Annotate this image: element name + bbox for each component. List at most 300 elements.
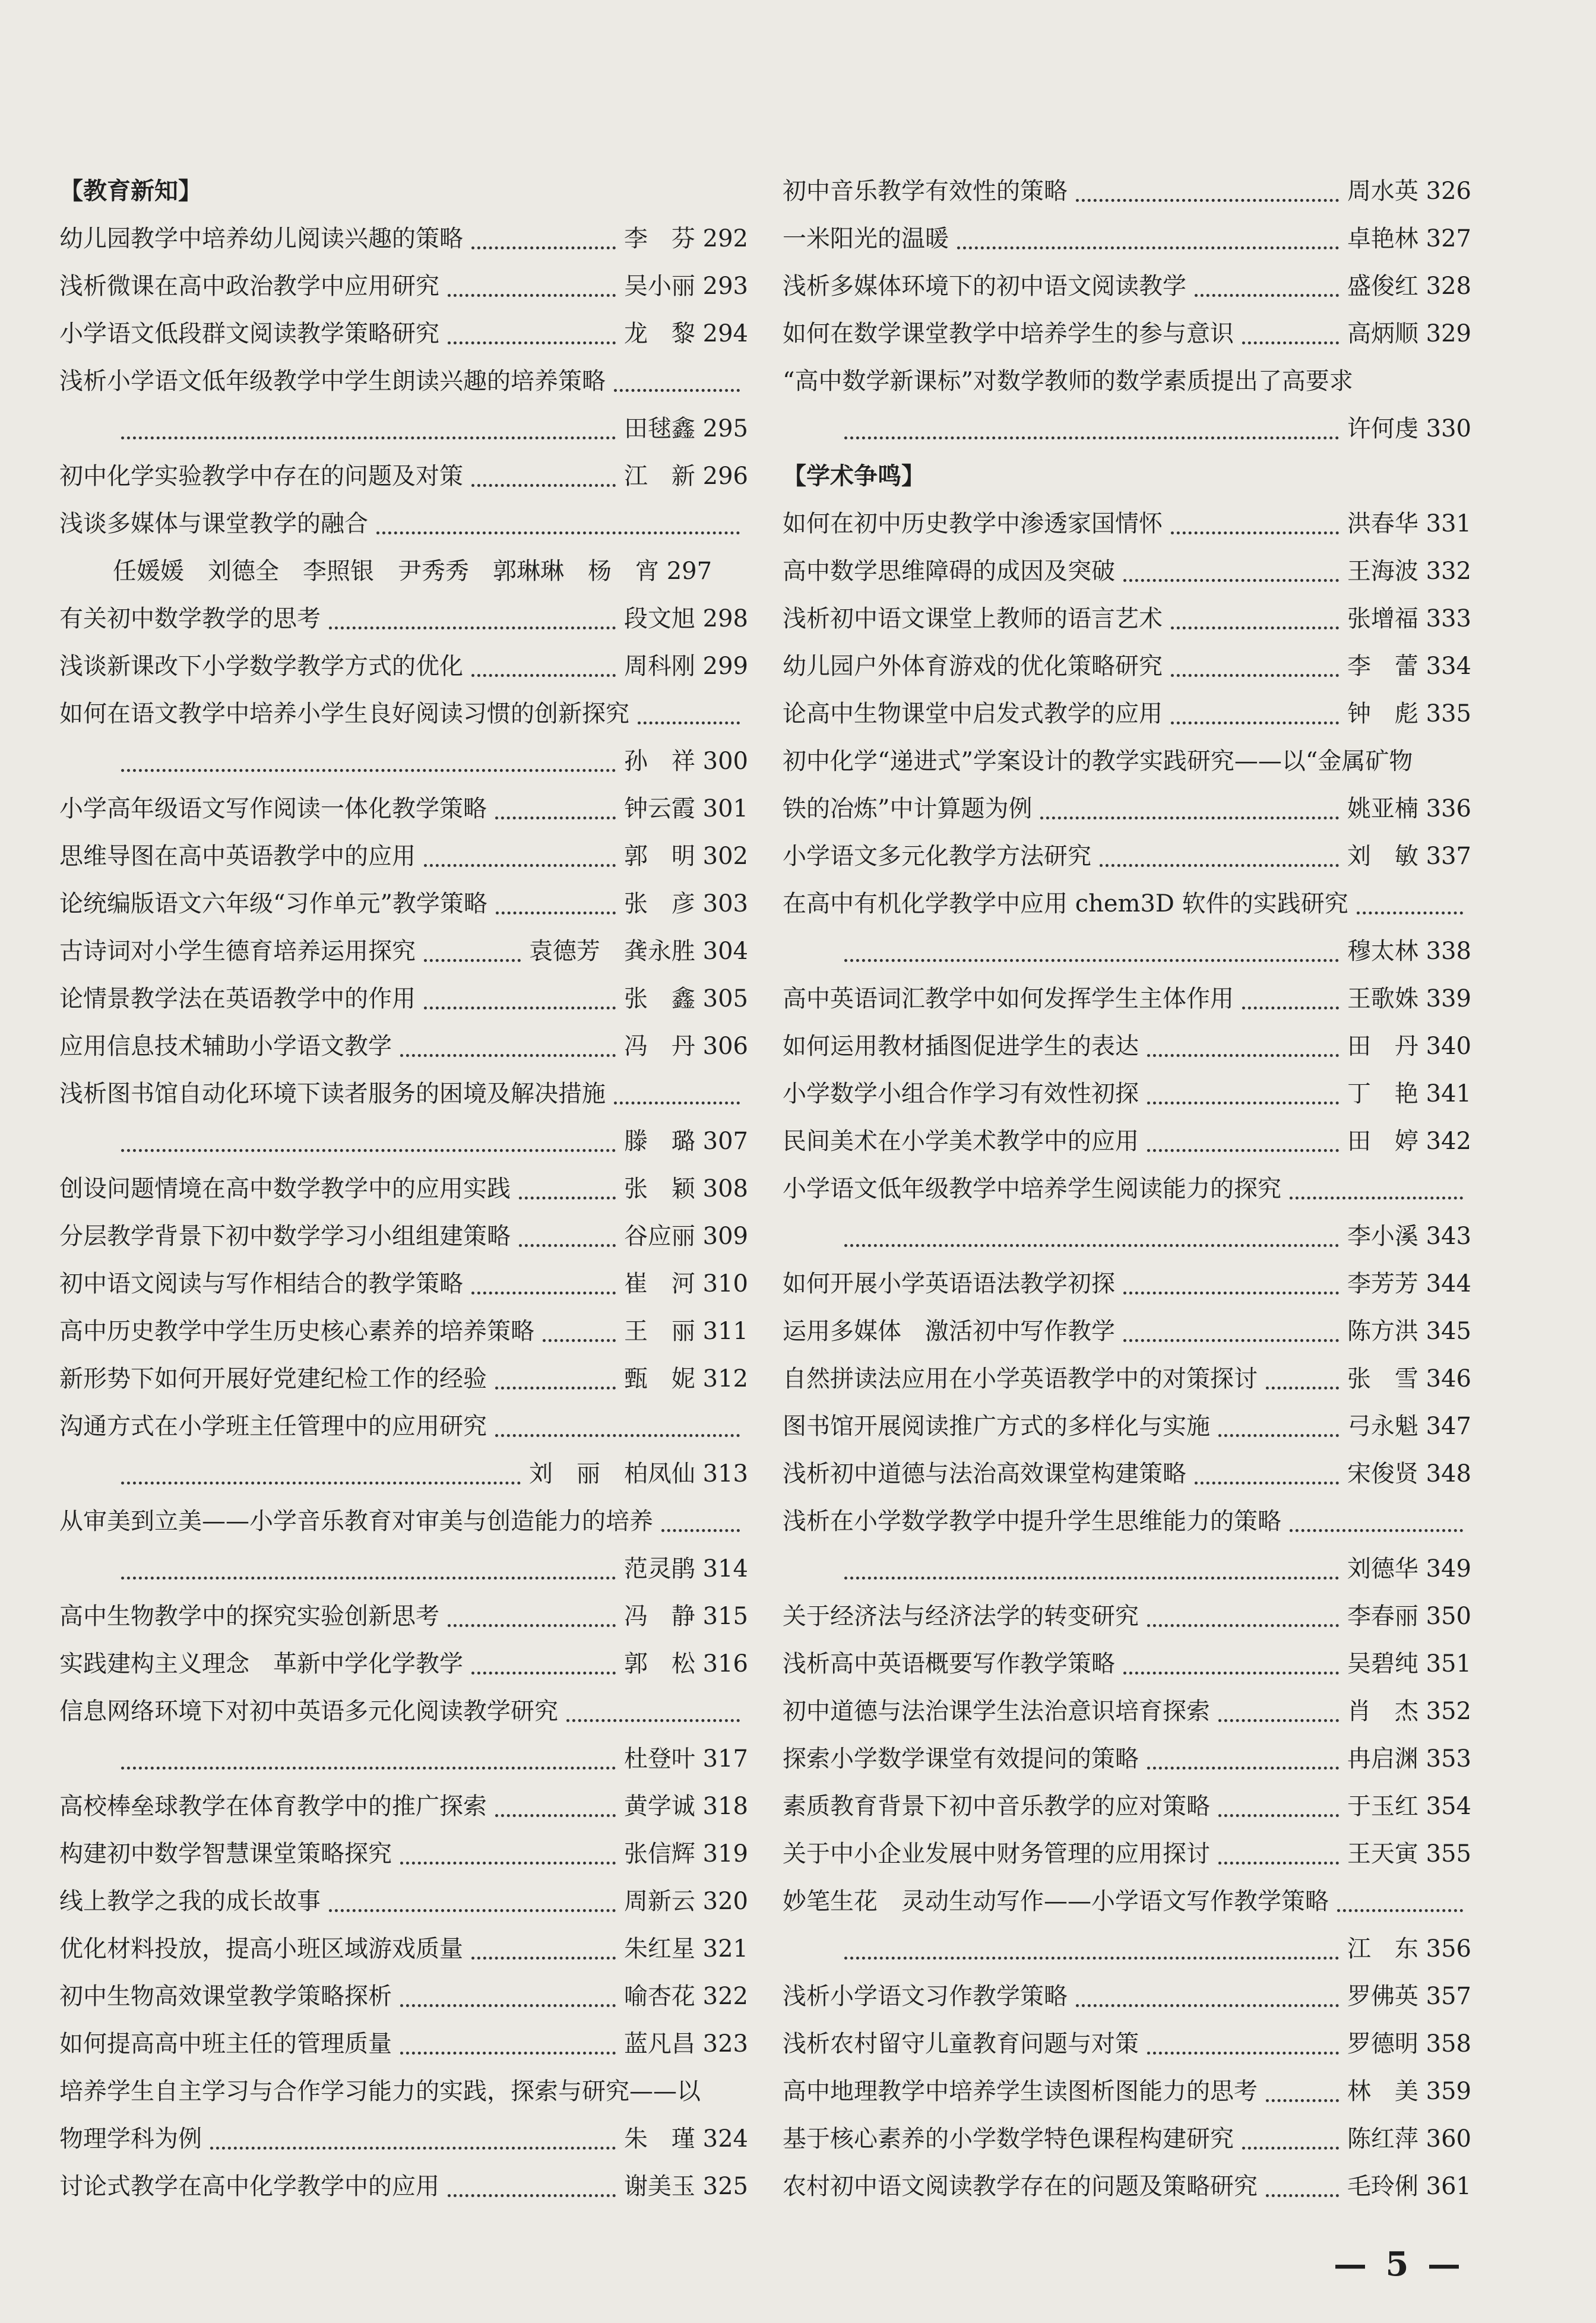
dot-leader	[957, 246, 1339, 249]
toc-entry	[783, 833, 1471, 880]
dot-leader	[400, 2052, 616, 2055]
dot-leader	[121, 436, 616, 439]
dot-leader	[844, 436, 1339, 439]
toc-entry	[59, 1023, 748, 1070]
dot-leader	[1242, 1007, 1339, 1009]
dot-leader	[844, 1957, 1339, 1960]
toc-entry	[59, 1498, 748, 1545]
toc-title: 实践建构主义理念 革新中学化学教学	[59, 1650, 463, 1678]
dot-leader	[1218, 1434, 1339, 1437]
dot-leader	[121, 1482, 521, 1485]
toc-author-page: 田毬鑫 295	[623, 415, 748, 442]
toc-title: 初中道德与法治课学生法治意识培育探索	[783, 1698, 1210, 1725]
dot-leader	[1147, 1102, 1339, 1104]
toc-entry	[59, 1878, 748, 1925]
dot-leader	[614, 1102, 740, 1104]
dot-leader	[1123, 1339, 1339, 1342]
dot-leader	[1242, 2147, 1339, 2150]
toc-title: 浅谈新课改下小学数学教学方式的优化	[59, 653, 463, 680]
toc-title: 新形势下如何开展好党建纪检工作的经验	[59, 1365, 487, 1392]
toc-author-page: 肖 杰 352	[1347, 1698, 1471, 1725]
dot-leader	[1123, 1672, 1339, 1675]
toc-entry-continuation	[59, 1118, 748, 1165]
toc-title: 图书馆开展阅读推广方式的多样化与实施	[783, 1413, 1210, 1440]
toc-entry	[59, 310, 748, 357]
toc-author-page: 于玉红 354	[1347, 1793, 1471, 1820]
toc-title: 有关初中数学教学的思考	[59, 605, 321, 632]
toc-author-page: 王歌姝 339	[1347, 985, 1471, 1012]
toc-author-page: 刘 丽 柏凤仙 313	[528, 1460, 748, 1488]
toc-entry	[783, 2163, 1471, 2210]
dot-leader	[1337, 1909, 1463, 1912]
toc-author-page: 李小溪 343	[1347, 1223, 1471, 1250]
toc-author-page: 林 美 359	[1347, 2078, 1471, 2105]
toc-entry	[59, 1783, 748, 1830]
toc-author-page: 郭 明 302	[623, 843, 748, 870]
toc-entry	[783, 1973, 1471, 2020]
toc-entry	[783, 1403, 1471, 1450]
toc-entry	[783, 167, 1471, 215]
toc-entry	[59, 1403, 748, 1450]
toc-entry-continuation	[59, 1450, 748, 1498]
toc-entry	[783, 1688, 1471, 1735]
toc-entry	[783, 785, 1471, 833]
toc-title: 浅谈多媒体与课堂教学的融合	[59, 510, 368, 537]
toc-title: 初中化学实验教学中存在的问题及对策	[59, 463, 463, 490]
dot-leader	[1357, 912, 1463, 914]
toc-author-page: 王 丽 311	[623, 1318, 748, 1345]
toc-entry	[783, 1355, 1471, 1403]
toc-entry	[783, 1640, 1471, 1688]
dot-leader	[1266, 2194, 1339, 2197]
toc-author-page: 张 彦 303	[623, 890, 748, 917]
toc-title: 如何提高高中班主任的管理质量	[59, 2030, 392, 2058]
toc-entry	[783, 1878, 1471, 1925]
toc-entry	[59, 1308, 748, 1355]
dot-leader	[1123, 579, 1339, 582]
toc-author-page: 张 鑫 305	[623, 985, 748, 1012]
toc-author-page: 吴碧纯 351	[1347, 1650, 1471, 1678]
toc-author-page: 陈红萍 360	[1347, 2125, 1471, 2153]
toc-entry	[59, 500, 748, 547]
section-heading-text: 【教育新知】	[59, 177, 202, 205]
toc-title: 高中地理教学中培养学生读图析图能力的思考	[783, 2078, 1258, 2105]
toc-author-page: 朱红星 321	[623, 1935, 748, 1963]
dot-leader	[1147, 1149, 1339, 1152]
toc-author-page: 卓艳林 327	[1347, 225, 1471, 252]
toc-title: 小学语文多元化教学方法研究	[783, 843, 1091, 870]
toc-entry	[783, 880, 1471, 928]
toc-entry	[783, 262, 1471, 310]
toc-title: 线上教学之我的成长故事	[59, 1888, 321, 1915]
toc-title: 浅析初中语文课堂上教师的语言艺术	[783, 605, 1163, 632]
toc-title: 初中化学“递进式”学案设计的教学实践研究——以“金属矿物	[783, 748, 1413, 775]
toc-entry	[59, 1640, 748, 1688]
toc-title: 应用信息技术辅助小学语文教学	[59, 1033, 392, 1060]
dot-leader	[495, 1434, 740, 1437]
toc-title: 高校棒垒球教学在体育教学中的推广探索	[59, 1793, 487, 1820]
dot-leader	[329, 626, 616, 629]
toc-entry	[783, 310, 1471, 357]
toc-entry	[783, 1118, 1471, 1165]
dot-leader	[495, 1387, 616, 1390]
toc-title: “高中数学新课标”对数学教师的数学素质提出了高要求	[783, 368, 1353, 395]
toc-author-page: 张 雪 346	[1347, 1365, 1471, 1392]
toc-title: 沟通方式在小学班主任管理中的应用研究	[59, 1413, 487, 1440]
toc-entry-continuation	[783, 1925, 1471, 1973]
toc-title: 小学高年级语文写作阅读一体化教学策略	[59, 795, 487, 822]
toc-author-page: 张 颖 308	[623, 1175, 748, 1202]
toc-title: 浅析小学语文低年级教学中学生朗读兴趣的培养策略	[59, 368, 606, 395]
dot-leader	[1147, 1054, 1339, 1057]
dot-leader	[329, 1909, 616, 1912]
toc-author-page: 盛俊红 328	[1347, 273, 1471, 300]
toc-title: 探索小学数学课堂有效提问的策略	[783, 1745, 1139, 1773]
toc-authors: 任媛媛 刘德全 李照银 尹秀秀 郭琳琳 杨 宵 297	[113, 558, 712, 585]
dot-leader	[400, 2004, 616, 2007]
dot-leader	[614, 389, 740, 392]
toc-author-page: 黄学诚 318	[623, 1793, 748, 1820]
page-number: — 5 —	[1334, 2245, 1464, 2284]
toc-title: 浅析微课在高中政治教学中应用研究	[59, 273, 439, 300]
dot-leader	[424, 959, 521, 962]
toc-author-page: 陈方洪 345	[1347, 1318, 1471, 1345]
toc-title: 在高中有机化学教学中应用 chem3D 软件的实践研究	[783, 890, 1348, 917]
toc-author-page: 袁德芳 龚永胜 304	[528, 938, 748, 965]
toc-title: 铁的冶炼”中计算题为例	[783, 795, 1033, 822]
dot-leader	[1123, 1292, 1339, 1295]
toc-entry	[783, 1498, 1471, 1545]
dot-leader	[495, 816, 616, 819]
dot-leader	[121, 1149, 616, 1152]
toc-left-column	[59, 167, 748, 2210]
toc-author-page: 丁 艳 341	[1347, 1080, 1471, 1107]
toc-title: 幼儿园教学中培养幼儿阅读兴趣的策略	[59, 225, 463, 252]
toc-entry-line	[59, 2068, 748, 2115]
toc-author-page: 龙 黎 294	[623, 320, 748, 347]
toc-author-page: 钟 彪 335	[1347, 700, 1471, 727]
toc-entry	[783, 1783, 1471, 1830]
toc-title: 浅析在小学数学教学中提升学生思维能力的策略	[783, 1508, 1281, 1535]
toc-title: 培养学生自主学习与合作学习能力的实践，探索与研究——以	[59, 2078, 701, 2105]
toc-title: 论情景教学法在英语教学中的作用	[59, 985, 416, 1012]
toc-author-page: 王海波 332	[1347, 558, 1471, 585]
toc-title: 如何开展小学英语语法教学初探	[783, 1270, 1115, 1297]
dot-leader	[376, 531, 740, 534]
toc-author-page: 江 东 356	[1347, 1935, 1471, 1963]
dot-leader	[519, 1244, 616, 1247]
toc-entry	[59, 1593, 748, 1640]
dot-leader	[519, 1197, 616, 1200]
toc-author-page: 钟云霞 301	[623, 795, 748, 822]
toc-title: 妙笔生花 灵动生动写作——小学语文写作教学策略	[783, 1888, 1329, 1915]
toc-author-page: 刘 敏 337	[1347, 843, 1471, 870]
dot-leader	[496, 912, 616, 914]
dot-leader	[121, 1767, 616, 1770]
dot-leader	[1147, 2052, 1339, 2055]
toc-entry-line	[783, 738, 1471, 785]
toc-entry	[783, 2020, 1471, 2068]
toc-entry	[59, 880, 748, 928]
dot-leader	[844, 1244, 1339, 1247]
toc-title: 民间美术在小学美术教学中的应用	[783, 1128, 1139, 1155]
toc-title: 小学语文低年级教学中培养学生阅读能力的探究	[783, 1175, 1281, 1202]
toc-title: 古诗词对小学生德育培养运用探究	[59, 938, 416, 965]
dot-leader	[471, 1957, 616, 1960]
dot-leader	[448, 2194, 616, 2197]
toc-title: 素质教育背景下初中音乐教学的应对策略	[783, 1793, 1210, 1820]
toc-author-page: 孙 祥 300	[623, 748, 748, 775]
dot-leader	[661, 1529, 740, 1532]
toc-author-page: 弓永魁 347	[1347, 1413, 1471, 1440]
toc-entry	[59, 928, 748, 975]
dot-leader	[1171, 674, 1339, 677]
toc-entry	[59, 690, 748, 738]
dot-leader	[400, 1862, 616, 1865]
toc-title: 论高中生物课堂中启发式教学的应用	[783, 700, 1163, 727]
toc-author-page: 段文旭 298	[623, 605, 748, 632]
toc-author-page: 张增福 333	[1347, 605, 1471, 632]
toc-entry	[783, 500, 1471, 547]
toc-title: 浅析初中道德与法治高效课堂构建策略	[783, 1460, 1186, 1488]
toc-entry	[783, 1830, 1471, 1878]
toc-entry	[783, 215, 1471, 262]
toc-author-page: 洪春华 331	[1347, 510, 1471, 537]
toc-title: 分层教学背景下初中数学学习小组组建策略	[59, 1223, 511, 1250]
toc-author-page: 李芳芳 344	[1347, 1270, 1471, 1297]
dot-leader	[566, 1719, 740, 1722]
toc-entry	[783, 2115, 1471, 2163]
toc-title: 构建初中数学智慧课堂策略探究	[59, 1840, 392, 1868]
toc-title: 关于中小企业发展中财务管理的应用探讨	[783, 1840, 1210, 1868]
dot-leader	[1195, 294, 1339, 297]
dot-leader	[1290, 1197, 1463, 1200]
toc-author-page: 范灵鹃 314	[623, 1555, 748, 1583]
toc-author-page: 崔 河 310	[623, 1270, 748, 1297]
toc-author-page: 穆太林 338	[1347, 938, 1471, 965]
toc-author-page: 喻杏花 322	[623, 1983, 748, 2010]
toc-title: 论统编版语文六年级“习作单元”教学策略	[59, 890, 487, 917]
toc-title: 信息网络环境下对初中英语多元化阅读教学研究	[59, 1698, 558, 1725]
dot-leader	[448, 1624, 616, 1627]
toc-title: 浅析高中英语概要写作教学策略	[783, 1650, 1115, 1678]
toc-entry	[783, 547, 1471, 595]
dot-leader	[121, 769, 616, 772]
toc-entry-line	[783, 357, 1471, 405]
toc-title: 物理学科为例	[59, 2125, 202, 2153]
toc-title: 浅析多媒体环境下的初中语文阅读教学	[783, 273, 1186, 300]
toc-title: 高中生物教学中的探究实验创新思考	[59, 1603, 439, 1630]
toc-title: 一米阳光的温暖	[783, 225, 949, 252]
toc-author-page: 田 丹 340	[1347, 1033, 1471, 1060]
toc-entry	[783, 690, 1471, 738]
toc-entry	[783, 975, 1471, 1023]
toc-author-page: 吴小丽 293	[623, 273, 748, 300]
toc-title: 讨论式教学在高中化学教学中的应用	[59, 2173, 439, 2200]
toc-title: 自然拼读法应用在小学英语教学中的对策探讨	[783, 1365, 1258, 1392]
toc-author-page: 谷应丽 309	[623, 1223, 748, 1250]
toc-title: 农村初中语文阅读教学存在的问题及策略研究	[783, 2173, 1258, 2200]
toc-entry	[783, 1735, 1471, 1783]
dot-leader	[210, 2147, 616, 2150]
toc-author-list	[59, 547, 748, 595]
toc-author-page: 罗佛英 357	[1347, 1983, 1471, 2010]
dot-leader	[1171, 626, 1339, 629]
dot-leader	[448, 294, 616, 297]
dot-leader	[1218, 1862, 1339, 1865]
dot-leader	[495, 1814, 616, 1817]
toc-entry	[59, 785, 748, 833]
dot-leader	[1171, 531, 1339, 534]
toc-entry	[783, 1593, 1471, 1640]
toc-entry-continuation	[59, 1545, 748, 1593]
toc-author-page: 田 婷 342	[1347, 1128, 1471, 1155]
dot-leader	[1076, 2004, 1339, 2007]
dot-leader	[471, 484, 616, 487]
toc-author-page: 周水英 326	[1347, 178, 1471, 205]
toc-right-column	[783, 167, 1471, 2210]
toc-title: 浅析图书馆自动化环境下读者服务的困境及解决措施	[59, 1080, 606, 1107]
toc-author-page: 宋俊贤 348	[1347, 1460, 1471, 1488]
toc-author-page: 冉启渊 353	[1347, 1745, 1471, 1773]
dot-leader	[1266, 1387, 1339, 1390]
toc-title: 浅析小学语文习作教学策略	[783, 1983, 1068, 2010]
toc-title: 高中英语词汇教学中如何发挥学生主体作用	[783, 985, 1234, 1012]
toc-title: 如何在初中历史教学中渗透家国情怀	[783, 510, 1163, 537]
toc-title: 幼儿园户外体育游戏的优化策略研究	[783, 653, 1163, 680]
dot-leader	[844, 959, 1339, 962]
toc-entry-continuation	[59, 1735, 748, 1783]
toc-entry	[59, 833, 748, 880]
toc-entry	[783, 1070, 1471, 1118]
dot-leader	[1266, 2099, 1339, 2102]
toc-title: 从审美到立美——小学音乐教育对审美与创造能力的培养	[59, 1508, 653, 1535]
toc-entry	[783, 1308, 1471, 1355]
toc-entry	[59, 975, 748, 1023]
dot-leader	[1218, 1814, 1339, 1817]
toc-author-page: 滕 璐 307	[623, 1128, 748, 1155]
toc-title: 高中数学思维障碍的成因及突破	[783, 558, 1115, 585]
toc-entry-continuation	[59, 405, 748, 452]
dot-leader	[1218, 1719, 1339, 1722]
dot-leader	[471, 674, 616, 677]
toc-author-page: 蓝凡昌 323	[623, 2030, 748, 2058]
toc-author-page: 高炳顺 329	[1347, 320, 1471, 347]
toc-author-page: 甄 妮 312	[623, 1365, 748, 1392]
toc-title: 高中历史教学中学生历史核心素养的培养策略	[59, 1318, 534, 1345]
dot-leader	[471, 246, 616, 249]
dot-leader	[1171, 721, 1339, 724]
dot-leader	[471, 1672, 616, 1675]
dot-leader	[543, 1339, 616, 1342]
dot-leader	[1147, 1624, 1339, 1627]
toc-author-page: 王天寅 355	[1347, 1840, 1471, 1868]
toc-author-page: 张信辉 319	[623, 1840, 748, 1868]
toc-title: 思维导图在高中英语教学中的应用	[59, 843, 416, 870]
dot-leader	[1076, 199, 1339, 202]
toc-title: 浅析农村留守儿童教育问题与对策	[783, 2030, 1139, 2058]
toc-entry-continuation	[783, 1545, 1471, 1593]
dot-leader	[121, 1577, 616, 1580]
dot-leader	[1242, 341, 1339, 344]
dot-leader	[1290, 1529, 1463, 1532]
toc-title: 如何在语文教学中培养小学生良好阅读习惯的创新探究	[59, 700, 629, 727]
toc-entry	[59, 1213, 748, 1260]
toc-title: 初中语文阅读与写作相结合的教学策略	[59, 1270, 463, 1297]
toc-entry	[783, 1023, 1471, 1070]
toc-entry	[59, 1830, 748, 1878]
toc-title: 运用多媒体 激活初中写作教学	[783, 1318, 1115, 1345]
section-heading	[783, 452, 1471, 500]
toc-entry	[59, 2163, 748, 2210]
toc-title: 优化材料投放，提高小班区域游戏质量	[59, 1935, 463, 1963]
toc-author-page: 谢美玉 325	[623, 2173, 748, 2200]
toc-entry	[59, 1260, 748, 1308]
toc-title: 如何在数学课堂教学中培养学生的参与意识	[783, 320, 1234, 347]
dot-leader	[1195, 1482, 1339, 1485]
toc-entry	[59, 1070, 748, 1118]
toc-author-page: 周科刚 299	[623, 653, 748, 680]
toc-author-page: 许何虔 330	[1347, 415, 1471, 442]
dot-leader	[448, 341, 616, 344]
toc-title: 关于经济法与经济法学的转变研究	[783, 1603, 1139, 1630]
toc-entry-continuation	[783, 405, 1471, 452]
dot-leader	[400, 1054, 616, 1057]
toc-entry	[783, 1260, 1471, 1308]
toc-entry	[59, 2020, 748, 2068]
toc-entry-continuation	[59, 738, 748, 785]
toc-title: 初中生物高效课堂教学策略探析	[59, 1983, 392, 2010]
toc-author-page: 姚亚楠 336	[1347, 795, 1471, 822]
toc-entry	[59, 262, 748, 310]
dot-leader	[1040, 816, 1338, 819]
toc-entry	[59, 452, 748, 500]
dot-leader	[424, 1007, 616, 1009]
section-heading	[59, 167, 748, 215]
toc-title: 基于核心素养的小学数学特色课程构建研究	[783, 2125, 1234, 2153]
toc-entry-continuation	[783, 1213, 1471, 1260]
toc-author-page: 周新云 320	[623, 1888, 748, 1915]
toc-author-page: 江 新 296	[623, 463, 748, 490]
toc-entry	[783, 1165, 1471, 1213]
toc-entry	[59, 1355, 748, 1403]
toc-title: 小学数学小组合作学习有效性初探	[783, 1080, 1139, 1107]
dot-leader	[638, 721, 740, 724]
toc-author-page: 朱 瑾 324	[623, 2125, 748, 2153]
toc-author-page: 刘德华 349	[1347, 1555, 1471, 1583]
toc-entry	[783, 2068, 1471, 2115]
toc-entry	[59, 643, 748, 690]
toc-title: 创设问题情境在高中数学教学中的应用实践	[59, 1175, 511, 1202]
toc-title: 小学语文低段群文阅读教学策略研究	[59, 320, 439, 347]
toc-entry	[783, 1450, 1471, 1498]
toc-entry	[783, 643, 1471, 690]
toc-title: 初中音乐教学有效性的策略	[783, 178, 1068, 205]
toc-author-page: 李春丽 350	[1347, 1603, 1471, 1630]
section-heading-text: 【学术争鸣】	[783, 462, 925, 490]
dot-leader	[1147, 1767, 1339, 1770]
dot-leader	[844, 1577, 1339, 1580]
toc-author-page: 冯 丹 306	[623, 1033, 748, 1060]
toc-entry	[59, 1973, 748, 2020]
toc-entry	[59, 1925, 748, 1973]
toc-entry-continuation	[783, 928, 1471, 975]
toc-entry	[59, 357, 748, 405]
toc-entry	[59, 1165, 748, 1213]
toc-entry	[783, 595, 1471, 643]
toc-author-page: 杜登叶 317	[623, 1745, 748, 1773]
toc-entry	[59, 215, 748, 262]
